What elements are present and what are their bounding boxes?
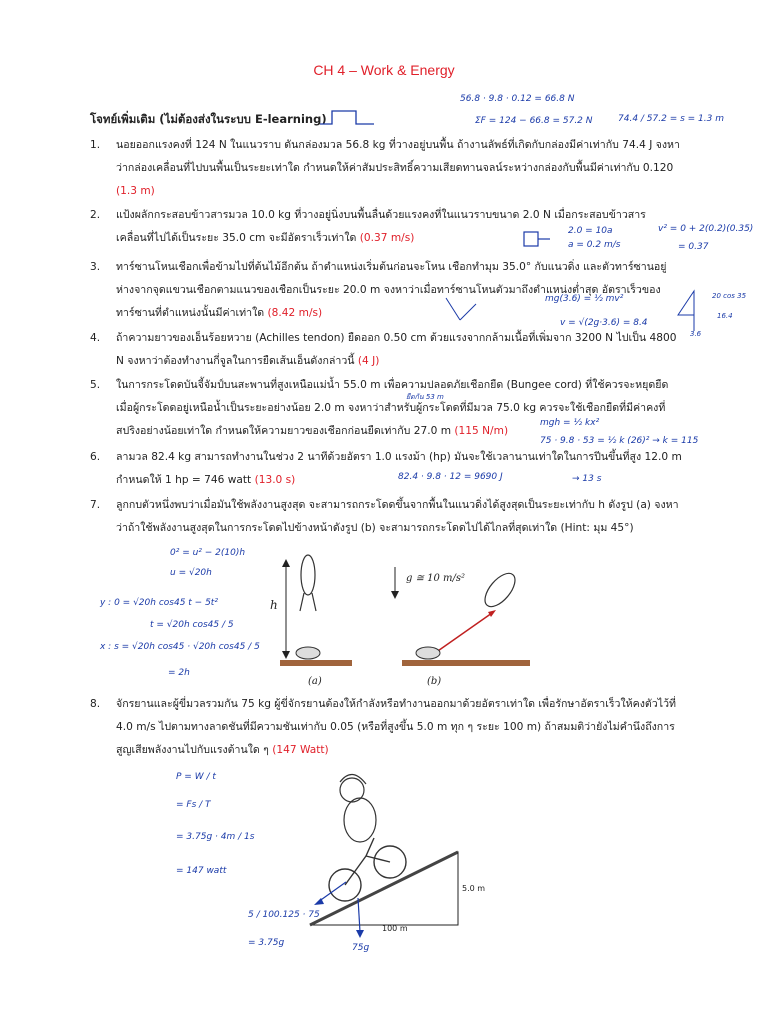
handwritten-note: 3.6: [690, 330, 702, 338]
figure-label-a: (a): [308, 676, 322, 687]
question-number: 6.: [90, 451, 101, 463]
answer: (4 J): [357, 355, 380, 367]
handwritten-note: = Fs / T: [176, 800, 211, 810]
handwritten-note: 5 / 100.125 · 75: [248, 910, 320, 920]
gravity-label: g ≅ 10 m/s²: [406, 573, 466, 584]
question-text: ลูกกบตัวหนึ่งพบว่าเมื่อมันใช้พลังงานสูงสุด จะสามารถกระโดดขึ้นจากพื้นในแนวดิ่งได้สูงสุดเป็นระยะเท่ากับ h ดังรูป (a) จงหาว่าถ้าใช้พลังงานสูงสุดในการกระโดดไปข้างหน้าดังรูป (b) จะสามารถกระโดดไปได้ไกลที่สุดเท่าใด (Hint: มุม 45°): [116, 499, 679, 534]
question-6: [90, 446, 682, 492]
question-text: ในการกระโดดบันจี้จัมป์บนสะพานที่สูงเหนือแม่น้ำ 55.0 m เพื่อความปลอดภัยเชือกยืด (Bungee cord) ที่ใช้ควรจะหยุดยืดเมื่อผู้กระโดดอยู่เหนือน้ำเป็นระยะอย่างน้อย 2.0 m จงหาว่าสำหรับผู้กระโดดที่มีมวล 75.0 kg ควรจะใช้เชือกยืดที่มีค่าคงที่สปริงอย่างน้อยเท่าใด กำหนดให้ความยาวของเชือกก่อนยืดเท่ากับ 27.0 m: [116, 379, 669, 437]
question-number: 2.: [90, 209, 101, 221]
handwritten-note: 16.4: [717, 312, 733, 320]
handwritten-note: P = W / t: [176, 772, 216, 782]
question-text: ลามวล 82.4 kg สามารถทำงานในช่วง 2 นาทีด้วยอัตรา 1.0 แรงม้า (hp) มันจะใช้เวลานานเท่าใดในการปีนขึ้นที่สูง 12.0 m กำหนดให้ 1 hp = 746 watt: [116, 451, 682, 486]
question-text: นอยออกแรงคงที่ 124 N ในแนวราบ ดันกล่องมวล 56.8 kg ที่วางอยู่บนพื้น ถ้างานลัพธ์ที่เกิดกับกล่องมีค่าเท่ากับ 74.4 J จงหาว่ากล่องเคลื่อนที่ไปบนพื้นเป็นระยะเท่าใด กำหนดให้ค่าสัมประสิทธิ์ความเสียดทานจลน์ระหว่างกล่องกับพื้นมีค่าเท่ากับ 0.120: [116, 139, 680, 174]
question-text: ถ้าความยาวของเอ็นร้อยหวาย (Achilles tendon) ยืดออก 0.50 cm ด้วยแรงจากกล้ามเนื้อที่เพิ่มจาก 3200 N ไปเป็น 4800 N จงหาว่าต้องทำงานกี่จูลในการยืดเส้นเอ็นดังกล่าวนี้: [116, 332, 677, 367]
handwritten-note: a = 0.2 m/s: [568, 240, 621, 250]
question-7: [90, 494, 682, 540]
answer: (1.3 m): [116, 185, 155, 197]
handwritten-note: 20 cos 35: [712, 292, 747, 300]
handwritten-note: = 3.75g · 4m / 1s: [176, 832, 255, 842]
handwritten-note: 75g: [352, 943, 370, 953]
question-number: 4.: [90, 332, 101, 344]
pendulum-sketch-icon: [440, 294, 480, 324]
answer: (115 N/m): [454, 425, 509, 437]
handwritten-note: mg(3.6) = ½ mv²: [545, 294, 624, 304]
handwritten-note: = 0.37: [678, 242, 709, 252]
handwritten-note: 56.8 · 9.8 · 0.12 = 66.8 N: [460, 94, 575, 104]
handwritten-note: 82.4 · 9.8 · 12 = 9690 J: [398, 472, 503, 482]
handwritten-note: = 147 watt: [176, 866, 227, 876]
frog-jump-figure: [260, 545, 545, 695]
question-number: 5.: [90, 379, 101, 391]
handwritten-note: 74.4 / 57.2 = s = 1.3 m: [618, 114, 724, 124]
answer: (8.42 m/s): [267, 307, 323, 319]
cyclist-slope-figure: [270, 760, 520, 940]
slope-base-label: 100 m: [382, 924, 408, 933]
question-text: จักรยานและผู้ขี่มวลรวมกัน 75 kg ผู้ขี่จักรยานต้องให้กำลังหรือทำงานออกมาด้วยอัตราเท่าใด เพื่อรักษาอัตราเร็วให้คงตัวไว้ที่ 4.0 m/s ไปตามทางลาดชันที่มีความชันเท่ากับ 0.05 (หรือที่สูงขึ้น 5.0 m ทุก ๆ ระยะ 100 m) ถ้าสมมติว่ายังไม่คำนึงถึงการสูญเสียพลังงานไปกับแรงต้านใด ๆ: [116, 698, 677, 756]
figure-label-b: (b): [427, 676, 442, 687]
handwritten-note: → 13 s: [572, 474, 602, 484]
handwritten-note: = 2h: [168, 668, 190, 678]
triangle-sketch-icon: [668, 285, 712, 335]
question-text: ทาร์ซานโหนเชือกเพื่อข้ามไปที่ต้นไม้อีกต้น ถ้าตำแหน่งเริ่มต้นก่อนจะโหน เชือกทำมุม 35.0° กับแนวดิ่ง และตัวทาร์ซานอยู่ห่างจากจุดแขวนเชือกตามแนวของเชือกเป็นระยะ 20.0 m จงหาว่าเมื่อทาร์ซานโหนตัวมาถึงตำแหน่งต่ำสุด อัตราเร็วของทาร์ซานที่ตำแหน่งนั้นมีค่าเท่าใด: [116, 261, 667, 319]
handwritten-note: v = √(2g·3.6) = 8.4: [560, 318, 648, 328]
question-number: 7.: [90, 499, 101, 511]
slope-height-label: 5.0 m: [462, 884, 486, 893]
subheading: โจทย์เพิ่มเติม (ไม่ต้องส่งในระบบ E-learning): [90, 112, 327, 126]
page-title: CH 4 – Work & Energy: [313, 62, 455, 78]
handwritten-box-icon: [318, 108, 378, 130]
question-number: 3.: [90, 261, 101, 273]
handwritten-note: x : s = √20h cos45 · √20h cos45 / 5: [100, 642, 260, 652]
answer: (147 Watt): [272, 744, 329, 756]
question-number: 1.: [90, 139, 101, 151]
box-diagram-icon: [522, 228, 552, 250]
handwritten-note: ยืดกัน 53 m: [406, 393, 444, 401]
question-text: แป้งผลักกระสอบข้าวสารมวล 10.0 kg ที่วางอยู่นิ่งบนพื้นลื่นด้วยแรงคงที่ในแนวราบขนาด 2.0 N เมื่อกระสอบข้าวสารเคลื่อนที่ไปได้เป็นระยะ 35.0 cm จะมีอัตราเร็วเท่าใด: [116, 209, 646, 244]
question-8: [90, 693, 682, 762]
question-number: 8.: [90, 698, 101, 710]
handwritten-note: u = √20h: [170, 568, 212, 578]
answer: (0.37 m/s): [359, 232, 415, 244]
handwritten-note: t = √20h cos45 / 5: [150, 620, 234, 630]
question-5: [90, 374, 682, 443]
question-3: [90, 256, 682, 325]
handwritten-note: = 3.75g: [248, 938, 285, 948]
handwritten-note: 0² = u² − 2(10)h: [170, 548, 246, 558]
question-4: [90, 327, 682, 373]
handwritten-note: ΣF = 124 − 66.8 = 57.2 N: [475, 116, 593, 126]
question-1: [90, 134, 682, 203]
handwritten-note: y : 0 = √20h cos45 t − 5t²: [100, 598, 218, 608]
handwritten-note: mgh = ½ kx²: [540, 418, 600, 428]
handwritten-note: 2.0 = 10a: [568, 226, 613, 236]
answer: (13.0 s): [254, 474, 296, 486]
handwritten-note: 75 · 9.8 · 53 = ½ k (26)² → k = 115: [540, 436, 699, 446]
height-label: h: [270, 598, 278, 612]
handwritten-note: v² = 0 + 2(0.2)(0.35): [658, 224, 754, 234]
